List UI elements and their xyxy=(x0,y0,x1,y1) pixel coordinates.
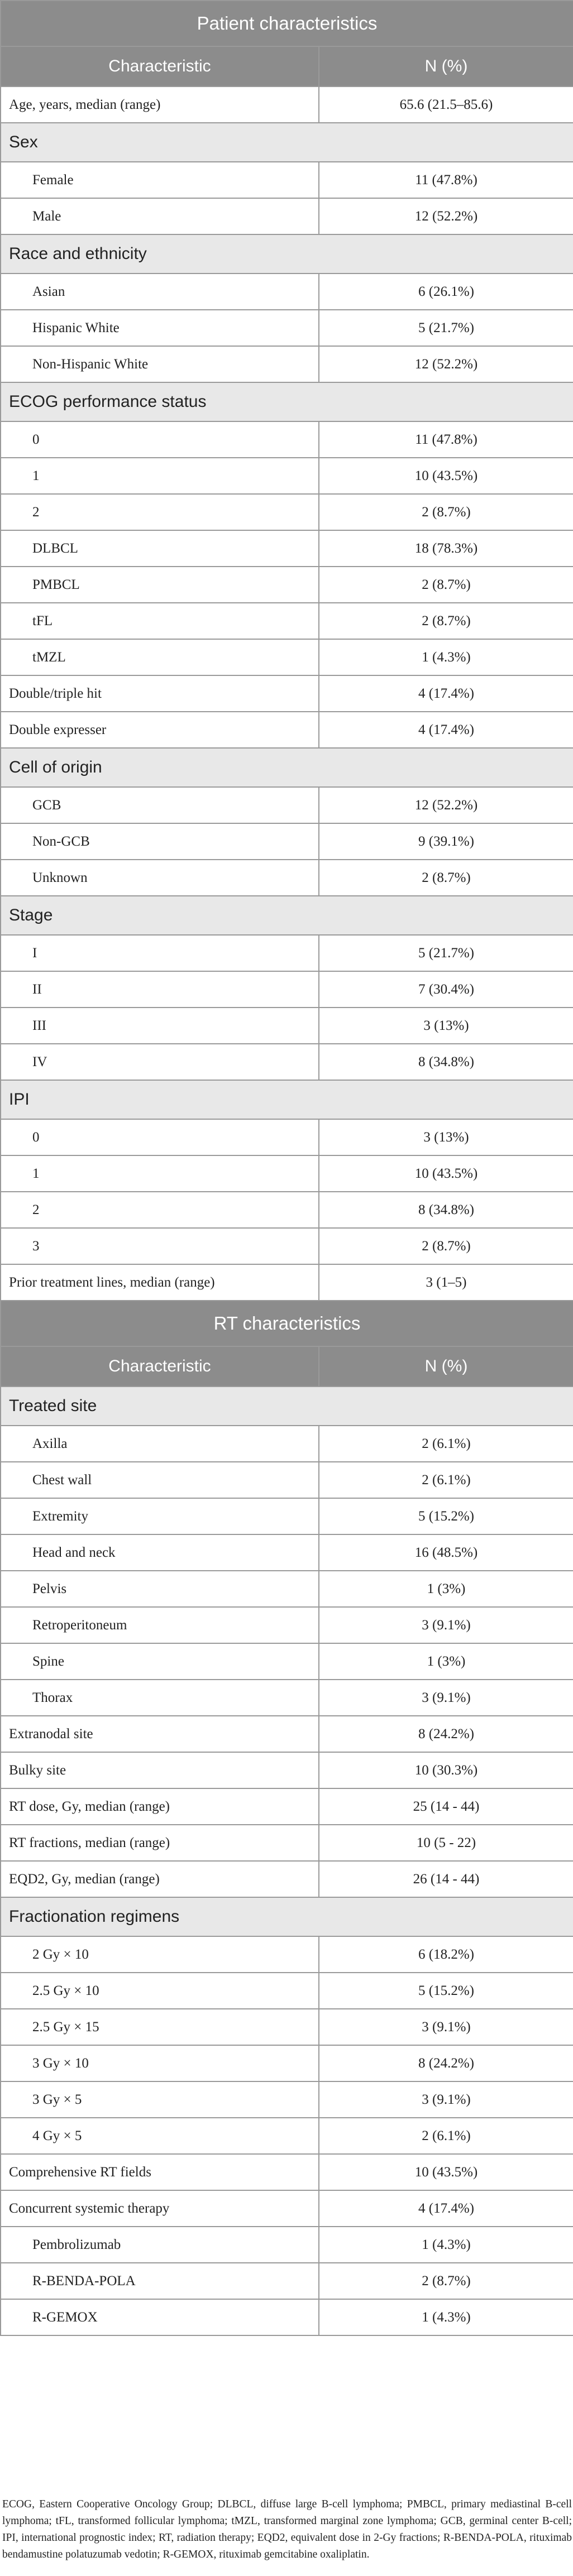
row-label: Comprehensive RT fields xyxy=(1,2154,319,2190)
table-row xyxy=(1,1861,573,1897)
row-value: 8 (34.8%) xyxy=(319,1044,573,1080)
row-label: R-GEMOX xyxy=(1,2299,319,2335)
row-value: 9 (39.1%) xyxy=(319,823,573,860)
table-row xyxy=(1,675,573,712)
section-header xyxy=(1,382,573,421)
table-row xyxy=(1,2154,573,2190)
row-value: 3 (9.1%) xyxy=(319,1607,573,1643)
row-label: Age, years, median (range) xyxy=(1,87,319,123)
row-value: 10 (43.5%) xyxy=(319,1155,573,1192)
row-value: 65.6 (21.5–85.6) xyxy=(319,87,573,123)
row-label: III xyxy=(1,1008,319,1044)
column-header-characteristic: Characteristic xyxy=(1,1346,319,1387)
row-value: 1 (4.3%) xyxy=(319,639,573,675)
table-row xyxy=(1,1534,573,1571)
table-footnote: ECOG, Eastern Cooperative Oncology Group; DLBCL, diffuse large B-cell lymphoma; PMBCL, primary mediastinal B-cell lymphoma; tFL, transformed follicular lymphoma; tMZL, transformed marginal zone lymphoma; GCB, germinal center B-cell; IPI, international prognostic index; RT, radiation therapy; EQD2, equivalent dose in 2-Gy fractions; R-BENDA-POLA, rituximab bendamustine polatuzumab vedotin; R-GEMOX, rituximab gemcitabine oxaliplatin. xyxy=(2,2498,572,2560)
row-label: Extremity xyxy=(1,1498,319,1534)
section-header xyxy=(1,234,573,274)
section-header xyxy=(1,1897,573,1936)
section-header xyxy=(1,123,573,162)
section-header xyxy=(1,1080,573,1119)
row-value: 2 (6.1%) xyxy=(319,1426,573,1462)
column-header-characteristic: Characteristic xyxy=(1,46,319,87)
section-label: Treated site xyxy=(1,1387,573,1426)
row-label: Chest wall xyxy=(1,1462,319,1498)
row-label: Male xyxy=(1,198,319,234)
row-label: Non-Hispanic White xyxy=(1,346,319,382)
table-row xyxy=(1,198,573,234)
table-row xyxy=(1,935,573,971)
row-label: GCB xyxy=(1,787,319,823)
row-label: 1 xyxy=(1,458,319,494)
row-label: 2.5 Gy × 10 xyxy=(1,1973,319,2009)
table-row xyxy=(1,823,573,860)
table-row xyxy=(1,1228,573,1264)
table-row xyxy=(1,1264,573,1301)
row-label: Asian xyxy=(1,274,319,310)
row-label: 0 xyxy=(1,1119,319,1155)
row-value: 12 (52.2%) xyxy=(319,787,573,823)
row-label: RT dose, Gy, median (range) xyxy=(1,1788,319,1825)
table-row xyxy=(1,530,573,567)
section-header xyxy=(1,1387,573,1426)
row-value: 8 (34.8%) xyxy=(319,1192,573,1228)
table-row xyxy=(1,1752,573,1788)
row-value: 2 (8.7%) xyxy=(319,2263,573,2299)
row-value: 3 (9.1%) xyxy=(319,2009,573,2045)
row-label: 2.5 Gy × 15 xyxy=(1,2009,319,2045)
row-value: 3 (9.1%) xyxy=(319,2081,573,2118)
row-label: Pelvis xyxy=(1,1571,319,1607)
table-row xyxy=(1,458,573,494)
row-label: Spine xyxy=(1,1643,319,1680)
table-row xyxy=(1,2263,573,2299)
row-value: 18 (78.3%) xyxy=(319,530,573,567)
table-row xyxy=(1,310,573,346)
table-row xyxy=(1,1155,573,1192)
table-row xyxy=(1,567,573,603)
row-value: 2 (6.1%) xyxy=(319,2118,573,2154)
table-row xyxy=(1,274,573,310)
row-label: 3 xyxy=(1,1228,319,1264)
row-label: EQD2, Gy, median (range) xyxy=(1,1861,319,1897)
row-value: 5 (15.2%) xyxy=(319,1498,573,1534)
row-value: 2 (8.7%) xyxy=(319,494,573,530)
row-value: 5 (21.7%) xyxy=(319,935,573,971)
table-row xyxy=(1,1119,573,1155)
row-value: 3 (1–5) xyxy=(319,1264,573,1301)
row-value: 3 (9.1%) xyxy=(319,1680,573,1716)
row-value: 2 (6.1%) xyxy=(319,1462,573,1498)
section-header xyxy=(1,748,573,787)
row-value: 10 (43.5%) xyxy=(319,2154,573,2190)
row-value: 10 (30.3%) xyxy=(319,1752,573,1788)
table-row xyxy=(1,1498,573,1534)
row-value: 11 (47.8%) xyxy=(319,421,573,458)
row-label: Unknown xyxy=(1,860,319,896)
row-label: Concurrent systemic therapy xyxy=(1,2190,319,2227)
row-label: Axilla xyxy=(1,1426,319,1462)
table-row xyxy=(1,2045,573,2081)
table-row xyxy=(1,1044,573,1080)
row-label: Female xyxy=(1,162,319,198)
table-row xyxy=(1,1973,573,2009)
row-label: Non-GCB xyxy=(1,823,319,860)
row-label: 2 xyxy=(1,1192,319,1228)
row-label: RT fractions, median (range) xyxy=(1,1825,319,1861)
row-value: 7 (30.4%) xyxy=(319,971,573,1008)
row-value: 2 (8.7%) xyxy=(319,860,573,896)
row-label: Retroperitoneum xyxy=(1,1607,319,1643)
row-value: 25 (14 - 44) xyxy=(319,1788,573,1825)
row-label: Prior treatment lines, median (range) xyxy=(1,1264,319,1301)
column-header-row xyxy=(1,46,573,87)
table-row xyxy=(1,421,573,458)
section-label: Cell of origin xyxy=(1,748,573,787)
table-row xyxy=(1,787,573,823)
table-row xyxy=(1,2190,573,2227)
row-label: IV xyxy=(1,1044,319,1080)
table-row xyxy=(1,971,573,1008)
column-header-row xyxy=(1,1346,573,1387)
table-row xyxy=(1,1788,573,1825)
row-value: 12 (52.2%) xyxy=(319,198,573,234)
row-label: Double/triple hit xyxy=(1,675,319,712)
row-value: 26 (14 - 44) xyxy=(319,1861,573,1897)
row-label: Hispanic White xyxy=(1,310,319,346)
section-label: Race and ethnicity xyxy=(1,234,573,274)
row-value: 8 (24.2%) xyxy=(319,2045,573,2081)
section-label: Fractionation regimens xyxy=(1,1897,573,1936)
table-title: Patient characteristics xyxy=(1,1,573,46)
row-label: Thorax xyxy=(1,1680,319,1716)
row-value: 2 (8.7%) xyxy=(319,1228,573,1264)
table-title: RT characteristics xyxy=(1,1301,573,1346)
table-row xyxy=(1,494,573,530)
table-row xyxy=(1,603,573,639)
section-label: ECOG performance status xyxy=(1,382,573,421)
table-row xyxy=(1,1716,573,1752)
table-row xyxy=(1,860,573,896)
row-value: 1 (4.3%) xyxy=(319,2299,573,2335)
row-value: 2 (8.7%) xyxy=(319,603,573,639)
row-label: Extranodal site xyxy=(1,1716,319,1752)
table-row xyxy=(1,87,573,123)
row-value: 10 (5 - 22) xyxy=(319,1825,573,1861)
table-row xyxy=(1,2081,573,2118)
row-label: PMBCL xyxy=(1,567,319,603)
row-label: Pembrolizumab xyxy=(1,2227,319,2263)
row-label: tMZL xyxy=(1,639,319,675)
row-value: 8 (24.2%) xyxy=(319,1716,573,1752)
row-value: 1 (4.3%) xyxy=(319,2227,573,2263)
section-header xyxy=(1,896,573,935)
section-label: IPI xyxy=(1,1080,573,1119)
row-label: 3 Gy × 5 xyxy=(1,2081,319,2118)
table-row xyxy=(1,1192,573,1228)
table-row xyxy=(1,2227,573,2263)
row-label: tFL xyxy=(1,603,319,639)
row-label: Head and neck xyxy=(1,1534,319,1571)
row-value: 5 (21.7%) xyxy=(319,310,573,346)
row-value: 1 (3%) xyxy=(319,1643,573,1680)
row-value: 12 (52.2%) xyxy=(319,346,573,382)
table-row xyxy=(1,1571,573,1607)
table-row xyxy=(1,639,573,675)
table-row xyxy=(1,1008,573,1044)
section-label: Stage xyxy=(1,896,573,935)
table-row xyxy=(1,346,573,382)
column-header-n: N (%) xyxy=(319,46,573,87)
row-label: 4 Gy × 5 xyxy=(1,2118,319,2154)
table-row xyxy=(1,2118,573,2154)
row-value: 4 (17.4%) xyxy=(319,712,573,748)
row-label: 3 Gy × 10 xyxy=(1,2045,319,2081)
table-title-row xyxy=(1,1301,573,1346)
row-value: 4 (17.4%) xyxy=(319,2190,573,2227)
table-row xyxy=(1,1936,573,1973)
row-label: II xyxy=(1,971,319,1008)
row-label: Double expresser xyxy=(1,712,319,748)
row-label: 2 xyxy=(1,494,319,530)
table-row xyxy=(1,162,573,198)
row-value: 1 (3%) xyxy=(319,1571,573,1607)
table-row xyxy=(1,1426,573,1462)
table-row xyxy=(1,2299,573,2335)
row-value: 3 (13%) xyxy=(319,1119,573,1155)
row-value: 16 (48.5%) xyxy=(319,1534,573,1571)
row-value: 6 (26.1%) xyxy=(319,274,573,310)
row-label: 0 xyxy=(1,421,319,458)
row-label: Bulky site xyxy=(1,1752,319,1788)
table-row xyxy=(1,1607,573,1643)
row-value: 3 (13%) xyxy=(319,1008,573,1044)
table-title-row xyxy=(1,1,573,46)
row-label: DLBCL xyxy=(1,530,319,567)
row-value: 11 (47.8%) xyxy=(319,162,573,198)
row-label: 1 xyxy=(1,1155,319,1192)
column-header-n: N (%) xyxy=(319,1346,573,1387)
section-label: Sex xyxy=(1,123,573,162)
table-row xyxy=(1,2009,573,2045)
table-row xyxy=(1,712,573,748)
table-row xyxy=(1,1643,573,1680)
row-value: 6 (18.2%) xyxy=(319,1936,573,1973)
table-row xyxy=(1,1462,573,1498)
row-label: 2 Gy × 10 xyxy=(1,1936,319,1973)
row-value: 10 (43.5%) xyxy=(319,458,573,494)
table-row xyxy=(1,1680,573,1716)
row-value: 4 (17.4%) xyxy=(319,675,573,712)
row-value: 2 (8.7%) xyxy=(319,567,573,603)
row-label: I xyxy=(1,935,319,971)
table-row xyxy=(1,1825,573,1861)
row-value: 5 (15.2%) xyxy=(319,1973,573,2009)
row-label: R-BENDA-POLA xyxy=(1,2263,319,2299)
